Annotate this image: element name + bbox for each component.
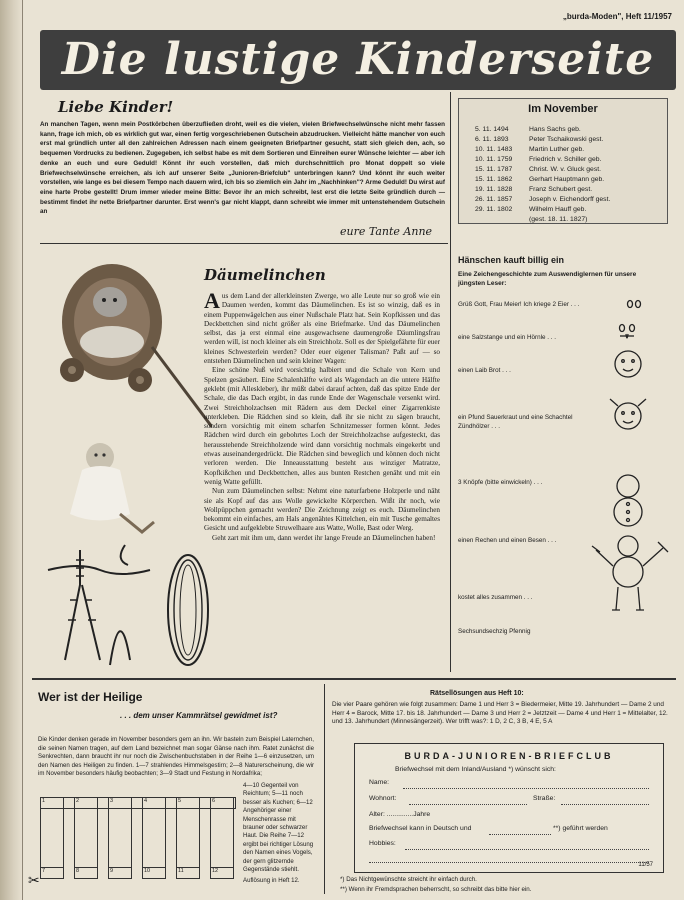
puzzle-cell[interactable]: 10 [142,867,166,879]
november-calendar [458,98,668,224]
puzzle-column[interactable]: 4 [142,797,166,879]
entry-date: 5. 11. 1494 [475,126,509,133]
puzzle-solution-note: Auflösung in Heft 12. [243,877,300,885]
wohnort-field[interactable] [409,804,527,805]
language-field[interactable] [489,834,551,835]
story-paragraph [204,288,440,366]
scissors-icon: ✂ [28,872,40,888]
entry-text: Joseph v. Eichendorff gest. [529,196,611,203]
haenschen-subtitle: Eine Zeichengeschichte zum Auswendiglernen für unsere jüngsten Leser: [458,271,637,287]
section-divider [40,243,448,244]
hobbies-label: Hobbies: [369,840,396,847]
entry-date: 15. 11. 1862 [475,176,513,183]
name-label: Name: [369,779,390,786]
alter-label: Alter: ..............Jahre [369,811,431,818]
story-paragraph: Eine schöne Nuß wird vorsichtig halbiert und die Schale von Kern und Spelzen gesäubert. Eine Schalenhälfte wird als Wagendach an die untere Hälfte geklebt (mit Alleskleber), ihr müßt dabei darauf achten, daß das spitze Ende der Schale, die das Dach ergibt, in das runde Ende der Wagenschale versenkt wird. Zwei Streichholzachsen mit Rädern aus dem Deckel einer Zigarrenkiste unterkleben. Die Rädchen sind so klein, daß ihr sie nicht zu sägen braucht, sondern vorsichtig mit einem scharfen Schnitzmesser formen könnt. Jedes Rädchen wird durch ein gebohrtes Loch der Streichholzachse aufgesteckt, das herausstehende Streichholzende wird dann vorsichtig nochmals eingekerbt und etwas auseinandergedrückt. Die Rädchen sind beweglich und können doch nicht verloren werden. Die Inneausstattung besteht aus winziger Matratze, Kopfkißchen und Deckbettchen, alles aus bunten Restchen genäht und mit ein wenig Watte gefüllt. [204,366,440,486]
puzzle-clue-text: 4—10 Gegenteil von Reichtum; 5—11 noch besser als Kuchen; 6—12 Angehöriger einer Menschenrasse mit brauner oder schwarzer Haut. Die Reihe 7—12 ergibt bei richtiger Lösung den Namen eines Vogels, der gern glitzernde Gegenstände stiehlt. [243,782,314,874]
story-dropcap: A [204,288,220,313]
haenschen-line: Sechsundsechzig Pfennig [458,628,531,635]
haenschen-line: ein Pfund Sauerkraut und eine Schachtel Zündhölzer . . . [458,414,573,430]
hobbies-field-extra[interactable] [369,862,649,863]
title-banner [40,30,676,90]
entry-date: 6. 11. 1893 [475,136,509,143]
nutshell-carriage-photo [42,252,212,542]
puzzle-cell[interactable]: 11 [176,867,200,879]
issue-reference: „burda-Moden", Heft 11/1957 [562,12,672,21]
haenschen-line: Grüß Gott, Frau Meier! Ich kriege 2 Eier . . . [458,301,580,308]
wool-doll-drawing [40,540,220,670]
page-title: Die lustige Kinderseite [61,34,655,85]
puzzle-title: Wer ist der Heilige [38,690,143,704]
puzzle-cell[interactable]: 8 [74,867,98,879]
strasse-label: Straße: [533,795,556,802]
story-paragraph: Geht zart mit ihm um, dann werdet ihr lange Freude an Däumelinchen haben! [212,533,436,542]
list-item [475,165,610,175]
puzzle-clues [243,782,316,886]
puzzle-top-row [40,797,236,809]
puzzle-cell[interactable]: 7 [40,867,64,879]
list-item [475,145,610,155]
puzzle-column[interactable]: 2 [74,797,98,879]
puzzle-cell[interactable]: 12 [210,867,234,879]
entry-text: Martin Luther geb. [529,146,585,153]
entry-date: 15. 11. 1787 [475,166,513,173]
column-divider [324,684,325,894]
entry-text: Franz Schubert gest. [529,186,593,193]
entry-text: Friedrich v. Schiller geb. [529,156,602,163]
puzzle-column[interactable]: 1 [40,797,64,879]
haenschen-line: eine Salzstange und ein Hörnle . . . [458,334,557,341]
entry-date: 19. 11. 1828 [475,186,513,193]
haenschen-line: einen Rechen und einen Besen . . . [458,537,557,544]
haenschen-line: kostet alles zusammen . . . [458,594,533,601]
entry-text: Hans Sachs geb. [529,126,581,133]
list-item [475,155,610,165]
letter-signature: eure Tante Anne [340,225,433,238]
story-text [204,288,440,543]
puzzle-cell[interactable]: 9 [108,867,132,879]
binding-edge [22,0,23,900]
entry-date: 26. 11. 1857 [475,196,513,203]
solutions-text: Die vier Paare gehören wie folgt zusammen: Dame 1 und Herr 3 = Biedermeier, Mitte 19. Jahrhundert — Dame 2 und Herr 4 = Barock, Mitte 17. bis 18. Jahrhundert — Dame 3 und Herr 2 = Jetztzeit — Dame 4 und Herr 1 = Mittelalter, 12. und 13. Jahrhundert (Minnesängerzeit). Wer trifft was?: 1 D, 2 C, 3 B, 4 E, 5 A [332,701,668,726]
strasse-field[interactable] [561,804,649,805]
solutions-title: Rätsellösungen aus Heft 10: [430,690,524,697]
puzzle-column[interactable]: 3 [108,797,132,879]
puzzle-subtitle: . . . dem unser Kammrätsel gewidmet ist? [120,711,278,720]
entry-text: Gerhart Hauptmann geb. [529,176,605,183]
haenschen-title: Hänschen kauft billig ein [458,255,565,265]
language-label: Briefwechsel kann in Deutsch und [369,825,472,832]
name-field[interactable] [403,788,649,789]
coupon-title: BURDA-JUNIOREN-BRIEFCLUB [404,751,614,761]
coupon-number: 11/57 [638,862,653,868]
coupon-wish: Briefwechsel mit dem Inland/Ausland *) wünscht sich: [395,766,556,773]
entry-text: Peter Tschaikowski gest. [529,136,604,143]
footnote: *) Das Nichtgewünschte streicht ihr einfach durch. [340,876,477,883]
wohnort-label: Wohnort: [369,795,397,802]
puzzle-column[interactable]: 5 [176,797,200,879]
list-item [475,125,610,135]
list-item [475,205,610,215]
entry-text: Wilhelm Hauff geb. [529,206,587,213]
footnote: **) Wenn ihr Fremdsprachen beherrscht, so schreibt das bitte hier ein. [340,886,532,893]
section-divider [32,678,676,680]
haenschen-line: einen Laib Brot . . . [458,367,511,374]
language-tail: **) geführt werden [553,825,608,832]
list-item [475,175,610,185]
puzzle-column[interactable]: 6 [210,797,234,879]
story-paragraph-text: us dem Land der allerkleinsten Zwerge, wo alle Leute nur so groß wie ein Daumen werden, kommt das Däumelinchen. Es ist so winzig, daß es in einem Puppenwägelchen aus einer Nußschale Platz hat. Sein Kopfkissen und das Deckbettchen sind nicht größer als eine Briefmarke. Und das Däumelinchen selbst, das ja erst einmal eine ausgewachsene daumengroße Däumlingsfrau werden will, ist noch kleiner als ein Streichholz. Soll es der Spielgefährte für euer kleines Schwesterlein werden? Oder euer eigener Talisman? Paßt auf — so entstehen Däumelinchen und sein kleiner Wagen: [204,292,440,366]
entry-text: Christ. W. v. Gluck gest. [529,166,602,173]
november-list [475,125,610,225]
november-title: Im November [528,103,598,115]
puzzle-intro: Die Kinder denken gerade im November besonders gern an ihn. Wir basteln zum Beispiel Laternchen, die seinen Namen tragen, auf dem Land bezeichnet man sogar Gänse nach ihm. Ratet zunächst die Senkrechten, dann braucht ihr nur noch die Zwischenbuchstaben in der Reihe 1—6 einzusetzen, um den Namen des Heiligen zu finden. 1—7 strahlendes Himmelsgestirn; 2—8 Naturerscheinung, die wir im November besonders häufig beobachten; 3—9 Stadt und Festung in Nordafrika; [38,736,314,777]
entry-date: 29. 11. 1802 [475,206,513,213]
entry-date: 10. 11. 1759 [475,156,513,163]
page-binding [0,0,24,900]
drawing-sequence-figures [588,290,673,650]
column-divider [450,92,451,672]
entry-note: (gest. 18. 11. 1827) [529,216,588,223]
list-item [475,195,610,205]
story-paragraph: Nun zum Däumelinchen selbst: Nehmt eine naturfarbene Holzperle und näht sie als Kopf auf das aus Wolle gewickelte Körperchen. Wißt ihr noch, wie Wollpüppchen gemacht werden? Die Zeichnung zeigt es euch. Däumelinchen bekommt ein einfaches, am Hals angenähtes Kittelchen, ein mit Tusche gemaltes Gesicht und aufgeklebte Struwelhaare aus Watte, Wolle, Bast oder Werg. [204,487,440,533]
hobbies-field[interactable] [405,849,649,850]
entry-date: 10. 11. 1483 [475,146,513,153]
comb-puzzle-grid [40,797,236,879]
list-item [475,185,610,195]
story-title: Däumelinchen [204,266,326,284]
pen-pal-coupon [354,743,664,873]
list-item [475,135,610,145]
list-item-note [475,215,610,225]
haenschen-line: 3 Knöpfe (bitte einwickeln) . . . [458,479,543,486]
letter-body: An manchen Tagen, wenn mein Postkörbchen überzufließen droht, weil es die vielen, vielen Briefwechselwünsche nicht mehr fassen kann, frage ich mich, ob es wirklich gut war, einen fertig vorgeschriebenen Gutschein abzudrucken. Vielleicht hätte mancher von euch erst mal gründlich unter all den zahlreichen Adressen nach einem geeigneten Briefpartner gesucht, statt sich gleich den, ach, so bequemen Vordrucks zu bedienen. Zugegeben, ich selbst habe es mit dem Sortieren und Einreihen eurer Wünsche leichter — aber ich denke an euch und eure Geduld! Könnt ihr euch vorstellen, daß mich durchschnittlich pro Monat doppelt so viele Briefwechselwünsche erreichen, als ich auf unserer Seite „Junioren-Briefclub" unterbringen kann? Und könnt ihr euch weiter vorstellen, wie lange es bei diesem Tempo nach dauern wird, ich bis so ziemlich ein Jahr im „Nachhinken"? Arme Geduld! Du wirst auf eine harte Probe gestellt! Drum immer wieder meine Bitte: Bevor ihr an mich schreibt, lest erst die letzte Seite gründlich durch — bestimmt findet ihr nette Briefpartner darunter. Erst wenn's gar nicht klappt, dann schreibt wie immer mit untenstehendem Gutschein an [40,121,445,216]
letter-greeting: Liebe Kinder! [58,98,174,116]
